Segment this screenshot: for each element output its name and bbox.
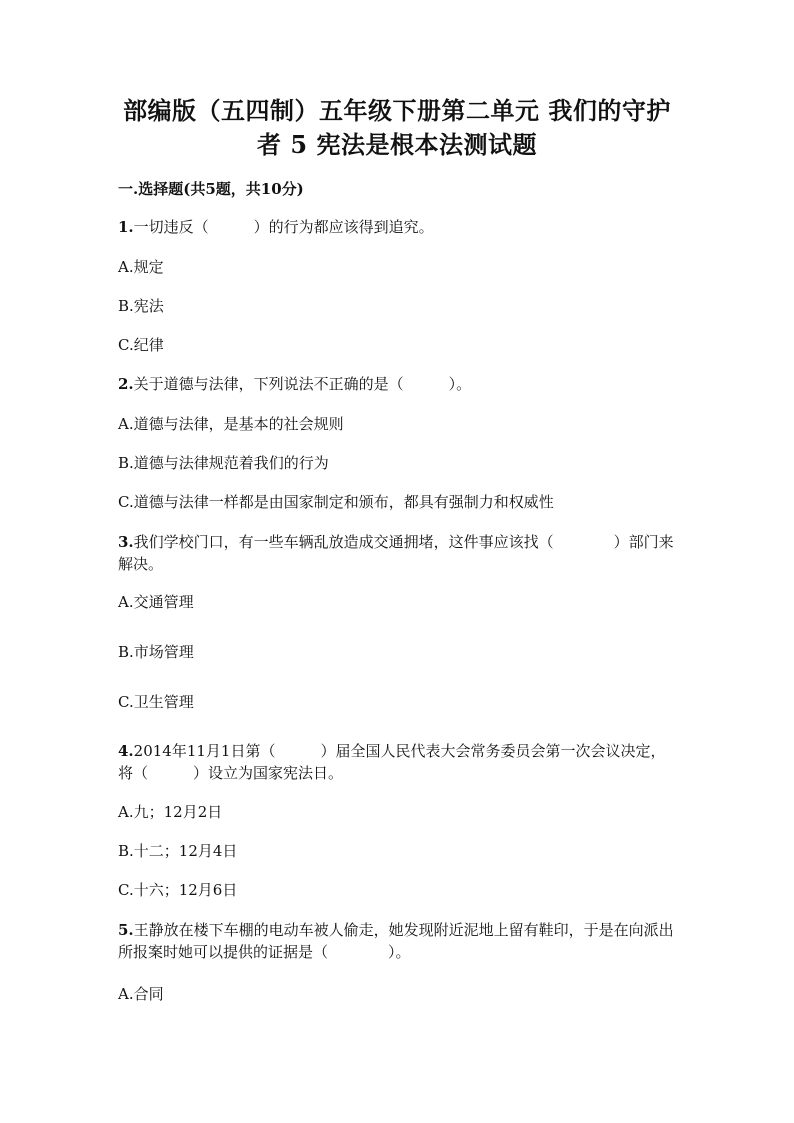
option: C.十六；12月6日: [118, 881, 238, 899]
question-4: [118, 740, 678, 784]
option: C.纪律: [118, 336, 164, 354]
option: B.道德与法律规范着我们的行为: [118, 454, 329, 472]
question-stem: 关于道德与法律，下列说法不正确的是（ ）。: [133, 375, 472, 393]
option: A.合同: [118, 985, 164, 1003]
option: A.九；12月2日: [118, 803, 223, 821]
option: A.道德与法律，是基本的社会规则: [118, 415, 344, 433]
question-stem: 我们学校门口，有一些车辆乱放造成交通拥堵，这件事应该找（ ）部门来解决。: [118, 533, 674, 573]
question-5: [118, 919, 678, 963]
option: A.规定: [118, 258, 164, 276]
section-heading: 一.选择题(共5题，共10分): [118, 180, 304, 198]
question-number: 2.: [118, 375, 134, 393]
question-number: 4.: [118, 742, 134, 760]
question-3: [118, 531, 678, 575]
option: A.交通管理: [118, 593, 194, 611]
question-number: 5.: [118, 921, 134, 939]
question-number: 1.: [118, 218, 134, 236]
option: C.道德与法律一样都是由国家制定和颁布，都具有强制力和权威性: [118, 493, 554, 511]
question-stem: 王静放在楼下车棚的电动车被人偷走，她发现附近泥地上留有鞋印，于是在向派出所报案时她可以提供的证据是（ ）。: [118, 921, 674, 961]
option: B.市场管理: [118, 643, 194, 661]
question-2: [118, 373, 678, 395]
question-number: 3.: [118, 533, 134, 551]
option: C.卫生管理: [118, 693, 194, 711]
question-stem: 一切违反（ ）的行为都应该得到追究。: [133, 218, 434, 236]
question-1: [118, 216, 678, 238]
question-stem: 2014年11月1日第（ ）届全国人民代表大会常务委员会第一次会议决定，将（ ）设立为国家宪法日。: [118, 742, 666, 782]
title-line-1: 部编版（五四制）五年级下册第二单元 我们的守护: [123, 96, 671, 125]
title-line-2: 者 5 宪法是根本法测试题: [257, 130, 537, 159]
option: B.十二；12月4日: [118, 842, 238, 860]
option: B.宪法: [118, 297, 164, 315]
